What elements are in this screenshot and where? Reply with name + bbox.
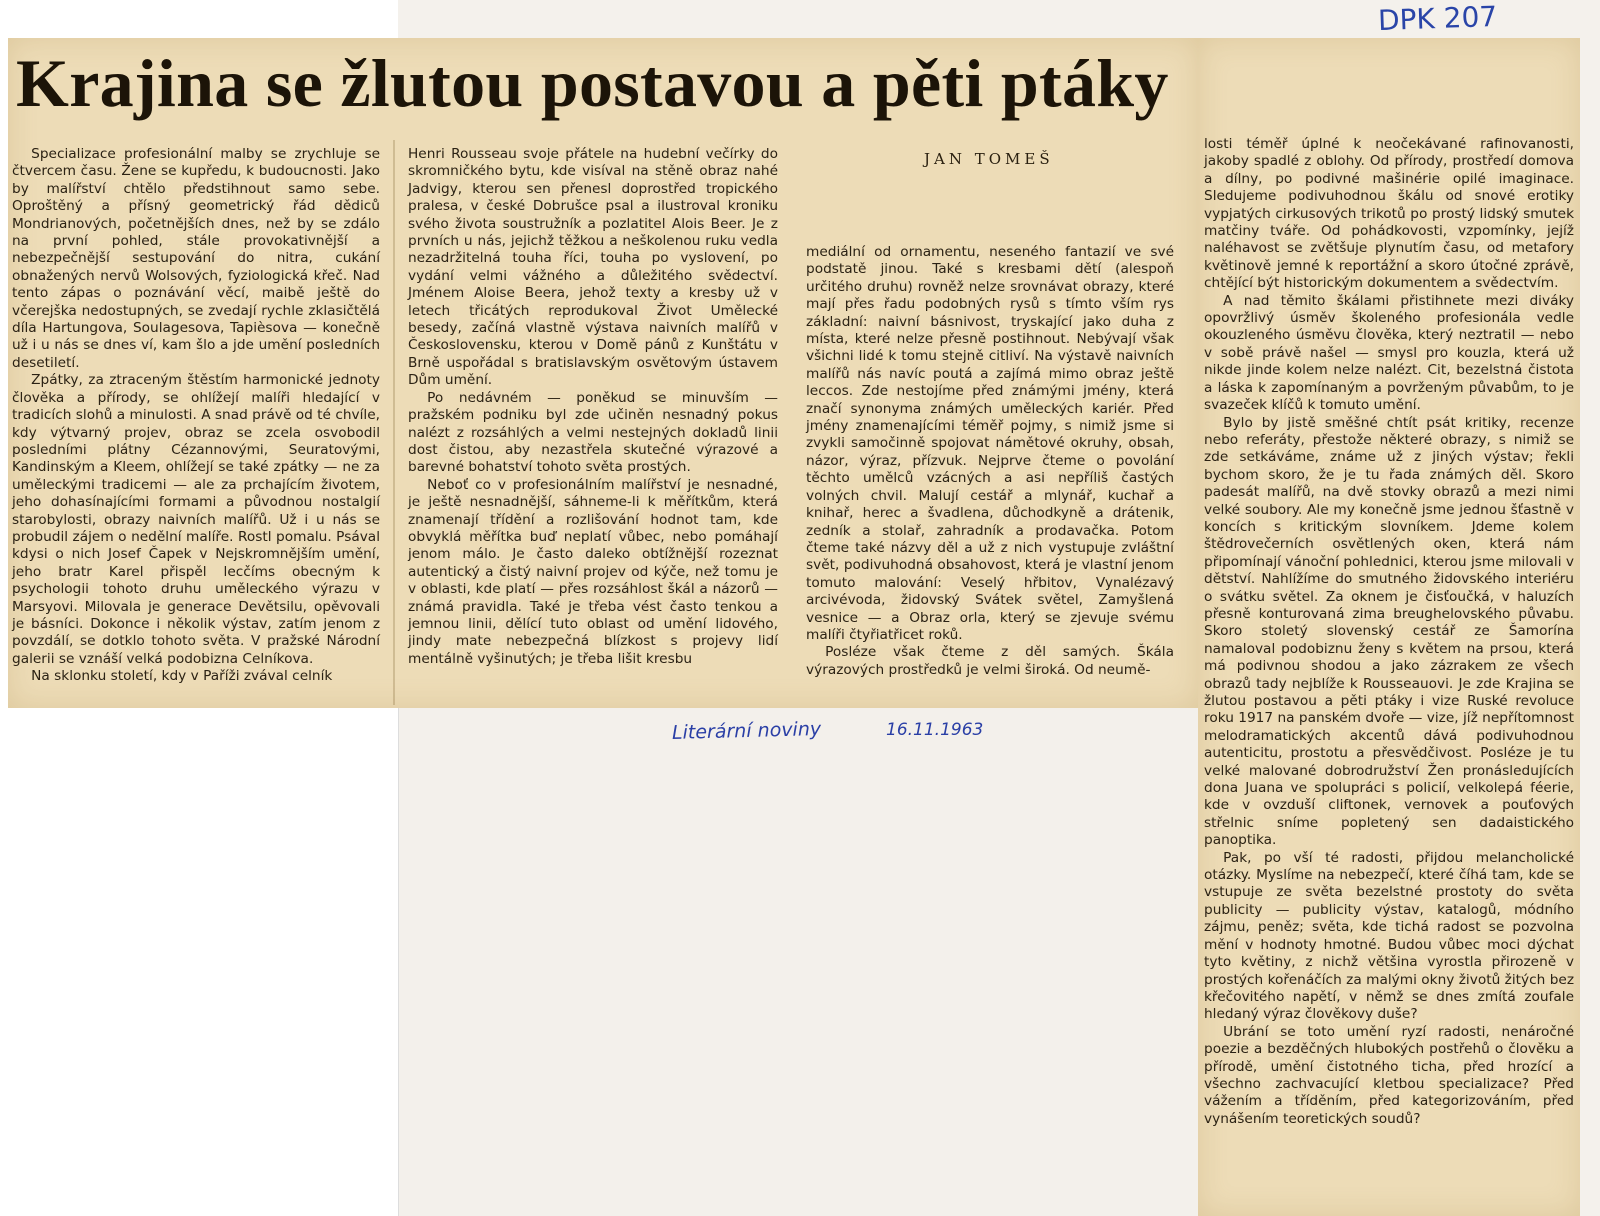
article-column-1 bbox=[12, 146, 380, 686]
paper-background-right bbox=[1580, 38, 1600, 1216]
paragraph: mediální od ornamentu, neseného fantazií ve své podstatě jinou. Také s kresbami dětí (alespoň určitého druhu) rovněž nelze srovnávat obrazy, které mají přes řadu podobných rysů s tímto vším rys základní: naivní básnivost, tryskající jako duha z místa, které nelze přesně postihnout. Nebývají však všichni lidé k tomu stejně citliví. Na výstavě naivních malířů nás navíc poutá a zajímá mimo obraz ještě leccos. Zde nestojíme před známými jmény, která značí synonyma známých uměleckých kariér. Před jmény znamenajícími téměř pojmy, s nimiž jsme si zvykli samočinně spojovat námětové okruhy, obsah, názor, výraz, přízvuk. Nejprve čteme o povolání těchto umělců vzácných a asi nepříliš častých volných chvil. Malují cestář a mlynář, kuchař a knihař, herec a švadlena, důchodkyně a drátenik, zedník a stolař, zahradník a prodavačka. Potom čteme také názvy děl a už z nich vystupuje zvláštní svět, podivuhodná obsahovost, která je vlastní jenom tomuto malování: Veselý hřbitov, Vynalézavý arcivévoda, židovský Svátek světel, Zamyšlená vesnice — a Obraz orla, který se zjevuje svému malíři čtyřiatřicet roků. bbox=[806, 244, 1174, 643]
paragraph: Neboť co v profesionálním malířství je nesnadné, je ještě nesnadnější, sáhneme-li k měřítkům, která znamenají třídění a rozlišování hodnot tam, kde obvyklá měřítka buď neplatí vůbec, nebo pomáhají jenom málo. Je často daleko obtížnější rozeznat autentický a čistý naivní projev od kýče, než tomu je v oblasti, kde platí — přes rozsáhlost škál a názorů — známá pravidla. Také je třeba vést často tenkou a jemnou linii, dělící tuto oblast od umění lidového, jindy mate nebezpečná blízkost s projevy lidí mentálně vyšinutých; je třeba lišit kresbu bbox=[408, 476, 778, 667]
article-column-3 bbox=[806, 244, 1174, 679]
paragraph: Zpátky, za ztraceným štěstím harmonické jednoty člověka a přírody, se ohlížejí malíři hledající v tradicích slohů a minulosti. A snad právě od té chvíle, kdy výtvarný projev, obraz se zcela osvobodil posledními plátny Cézannovými, Seuratovými, Kandinským a Kleem, ohlížejí se také zpátky — ne za uměleckými tradicemi — ale za prchajícím životem, jeho dohasínajícími formami a původnou nostalgií starobylosti, obrazy naivních malířů. Už i u nás se probudil zájem o nedělní malíře. Rostl pomalu. Psával kdysi o nich Josef Čapek v Nejskromnějším umění, jeho bratr Karel přispěl lecčíms obecným k psychologii tohoto druhu uměleckého výrazu v Marsyovi. Milovala je generace Devětsilu, opěvovali je básníci. Dokonce i několik výstav, zatím jenom z povzdálí, se dotklo tohoto světa. V pražské Národní galerii se vznáší velká podobizna Celníkova. bbox=[12, 372, 380, 667]
article-byline: JAN TOMEŠ bbox=[924, 150, 1054, 168]
paragraph: Pak, po vší té radosti, přijdou melancholické otázky. Myslíme na nebezpečí, které číhá tam, kde se vstupuje ze světa bezelstné prostoty do světa publicity — publicity výstav, katalogů, módního zájmu, peněz; světa, kde tichá radost se pozvolna mění v hodnoty hmotné. Budou vůbec moci dýchat tyto květiny, z nichž většina vyrostla přirozeně v prostých kořenáčích za malými okny životů žitých bez křečovitého napětí, v němž se dnes zmítá zoufale hledaný výraz člověkovy duše? bbox=[1204, 849, 1574, 1023]
paragraph: Na sklonku století, kdy v Paříži zvával celník bbox=[31, 668, 333, 685]
article-column-2 bbox=[408, 146, 778, 668]
handwritten-archive-mark: DPK 207 bbox=[1377, 0, 1498, 38]
article-column-4 bbox=[1204, 136, 1574, 1128]
paragraph: Specializace profesionální malby se zrychluje se čtvercem času. Žene se kupředu, k budoucnosti. Jako by malířství chtělo předstihnout samo sebe. Oproštěný a přísný geometrický řád dědiců Mondrianových, početnějších dnes, než by se zdálo na první pohled, stále provokativnější a nebezpečnější sestupování do nitra, cukání obnažených nervů Wolsových, fyziologická křeč. Nad tento zápas o poznávání věcí, maibě ještě do včerejška nedostupných, se zvedají rychle zklasičtělá díla Hartungova, Soulagesova, Tapièsova — konečně už i u nás se dnes ví, kam šlo a jde umění posledních desetiletí. bbox=[12, 146, 380, 371]
paragraph: A nad těmito škálami přistihnete mezi diváky opovržlivý úsměv školeného profesionála vedle okouzleného úsměvu člověka, který neztratil — nebo v sobě právě našel — smysl pro kouzla, která už nikde jinde kolem nelze nalézt. Cit, bezelstná čistota a láska k zapomínaným a povrženým půvabům, to je svazeček klíčů k tomuto umění. bbox=[1204, 292, 1574, 414]
handwritten-date: 16.11.1963 bbox=[886, 720, 984, 740]
paragraph: Bylo by jistě směšné chtít psát kritiky, recenze nebo referáty, přestože některé obrazy, s nimiž se zde setkáváme, známe už z jiných výstav; řekli bychom skoro, že je tu řada známých děl. Skoro padesát malířů, na dvě stovky obrazů a mezi nimi velké soubory. Ale my konečně jsme jednou šťastně v koncích s kritickým slovníkem. Jdeme kolem štědrovečerních osvětlených oken, která nám připomínají vánoční pohlednici, kterou jsme milovali v dětství. Nahlížíme do smutného židovského interiéru o svátku světel. Za oknem je čisťoučká, v haluzích přesně konturovaná zima breughelovského půvabu. Skoro stoletý slovenský cestář ze Šamorína namaloval podobiznu ženy s květem na prsou, která má podivnou shodou a jako zázrakem ze všech obrazů tady nejblíže k Rousseauovi. Je zde Krajina se žlutou postavou a pěti ptáky i vize Ruské revoluce roku 1917 na panském dvoře — vize, jíž nepřítomnost melodramatických akcentů dává podivuhodnou autenticitu, prostotu a přesvědčivost. Posléze je tu velké malované dobrodružství Žen pronásledujících dona Juana ve spolupráci s policií, velkolepá féerie, kde v ovzduší cliftonek, vernovek a pouťových střelnic snímе popletený sen dadaistického panoptika. bbox=[1204, 414, 1574, 849]
paragraph: Posléze však čteme z děl samých. Škála výrazových prostředků je velmi široká. Od neumě- bbox=[806, 644, 1174, 678]
paragraph: losti téměř úplné k neočekávané rafinovanosti, jakoby spadlé z oblohy. Od přírody, prostředí domova a dílny, po podivné mašinérie opilé imaginace. Sledujeme podivuhodnou škálu od snové erotiky vypjatých cirkusových trikotů po prostý lidský smutek matčiny tváře. Od pohádkovosti, vzpomínky, jejíž naléhavost se zvětšuje plynutím času, od metafory květinově jemné k reportážní a skoro útočné zprávě, chtějící být historickým dokumentem a svědectvím. bbox=[1204, 136, 1574, 292]
paragraph: Henri Rousseau svoje přátele na hudební večírky do skromničkého bytu, kde visíval na stěně obraz nahé Jadvigy, kterou sen přenesl doprostřed tropického pralesa, v české Dobrušce psal a ilustroval kroniku svého života soustružník a pozlatitel Alois Beer. Je z prvních u nás, jejichž těžkou a neškolenou ruku vedla nezadržitelná touha říci, touha po vyslovení, po vydání velmi vážného a důležitého svědectví. Jménem Aloise Beera, jehož texty a kresby už v letech třicátých reprodukoval Život Umělecké besedy, začíná vlastně výstava naivních malířů v Československu, kterou v Domě pánů z Kunštátu v Brně uspořádal s bratislavským osvětovým ústavem Dům umění. bbox=[408, 146, 778, 389]
article-headline: Krajina se žlutou postavou a pěti ptáky bbox=[16, 45, 1169, 121]
handwritten-source: Literární noviny bbox=[671, 718, 822, 744]
paragraph: Ubrání se toto umění ryzí radosti, nenáročné poezie a bezděčných hlubokých postřehů o člověku a přírodě, umění čistotného ticha, před hrozící a všechno zachvacující kletbou specializace? Před vážením a tříděním, před kategorizováním, před vynášením teoretických soudů? bbox=[1204, 1023, 1574, 1127]
paper-background-bottom bbox=[398, 700, 1201, 1216]
paragraph: Po nedávném — poněkud se minuvším — pražském podniku byl zde učiněn nesnadný pokus nalézt z rozsáhlých a velmi nestejných dokladů linii dost čistou, aby nezastřela skutečné výrazové a barevné bohatství tohoto světa prostých. bbox=[408, 389, 778, 476]
clipping-fold-line bbox=[393, 140, 395, 705]
